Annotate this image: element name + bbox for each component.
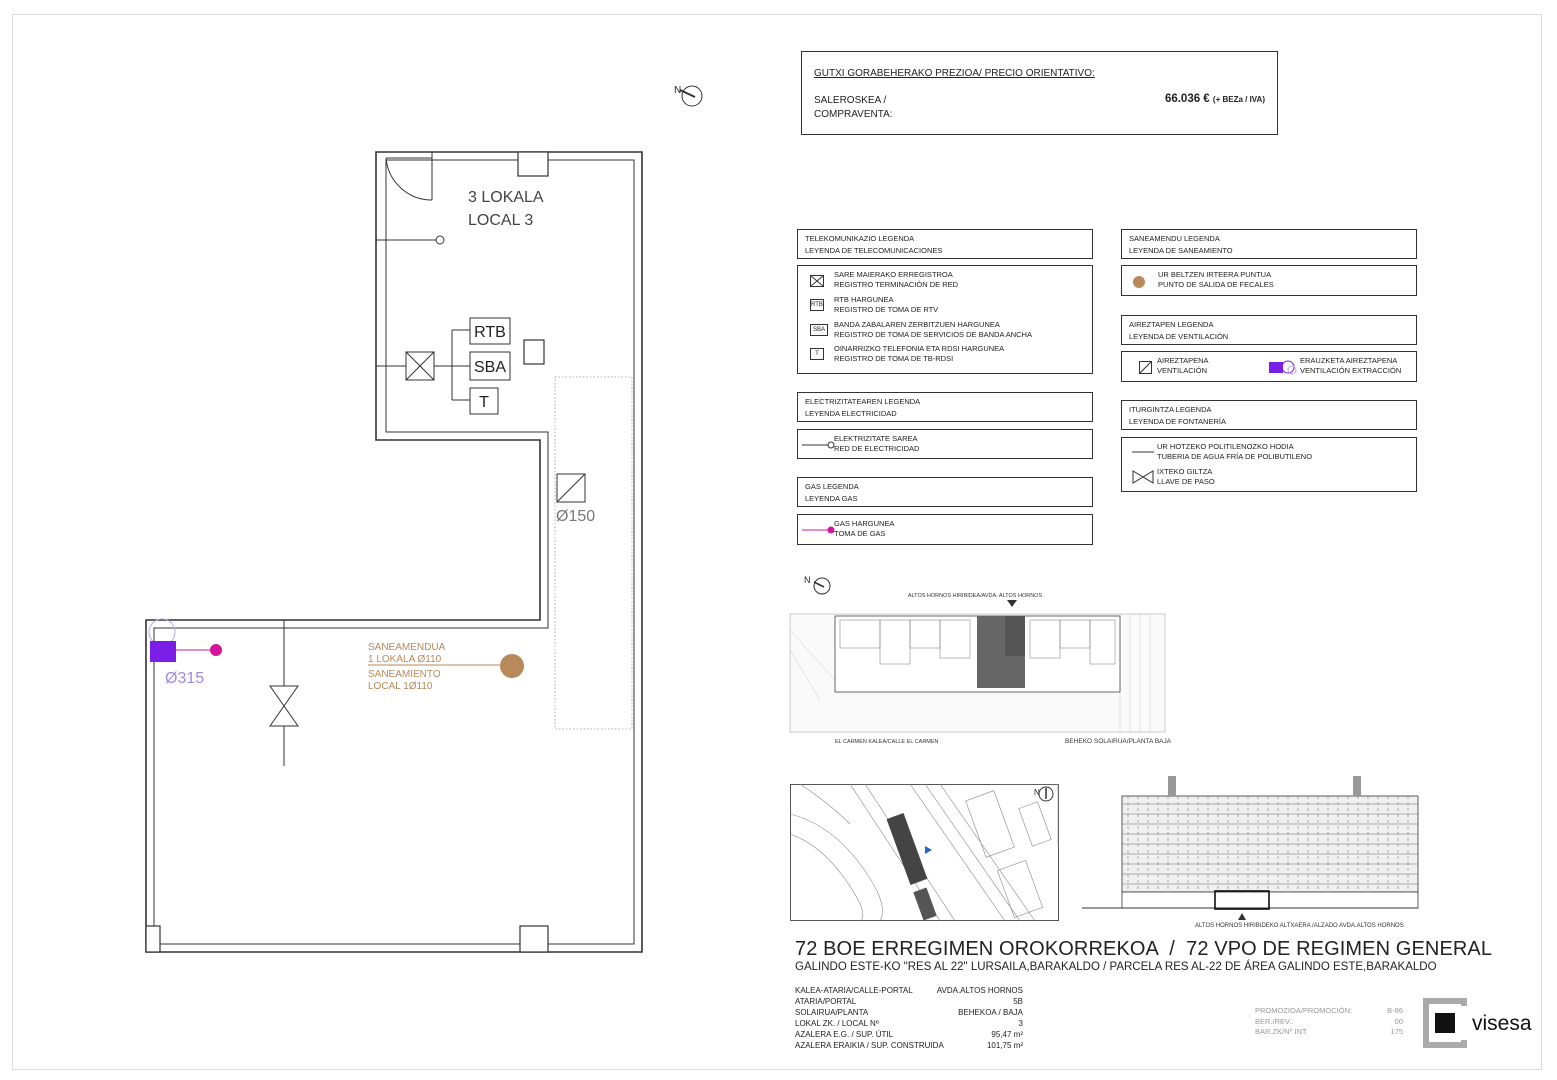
legend-item-rtb [834, 295, 1094, 315]
sanitation-h2: LEYENDA DE SANEAMIENTO [1129, 246, 1233, 255]
room-name-es: LOCAL 3 [468, 212, 534, 229]
legend-text: VENTILACIÓN [1157, 366, 1208, 375]
plumbing-h2: LEYENDA DE FONTANERÍA [1129, 417, 1226, 426]
t-label: T [479, 394, 489, 411]
legend-text: SARE MAIERAKO ERREGISTROA [834, 270, 953, 279]
sanitation-h1: SANEAMENDU LEGENDA [1129, 234, 1220, 243]
legend-text: LLAVE DE PASO [1157, 477, 1215, 486]
legend-item-sba [834, 320, 1094, 340]
info-value: BEHEKOA / BAJA [958, 1008, 1023, 1017]
info-key: ATARIA/PORTAL [795, 997, 857, 1006]
gas-legend-body [797, 514, 1093, 545]
plumbing-legend-body [1121, 437, 1417, 492]
building-elevation [1078, 774, 1423, 934]
door-icon [386, 152, 432, 200]
info-key: KALEA-ATARIA/CALLE-PORTAL [795, 986, 913, 995]
legend-text: IXTEKO GILTZA [1157, 467, 1213, 476]
valve-icon [270, 686, 298, 726]
legend-text: ELEKTRIZITATE SAREA [834, 434, 918, 443]
legend-text: REGISTRO DE TOMA DE SERVICIOS DE BANDA ANCHA [834, 330, 1032, 339]
t-icon: T [810, 348, 824, 360]
legend-text: ERAUZKETA AIREZTAPENA [1300, 356, 1398, 365]
ext-diameter: Ø315 [165, 670, 205, 687]
legend-item-network [834, 270, 1094, 290]
legend-text: REGISTRO DE TOMA DE RTV [834, 305, 939, 314]
san-label-3: SANEAMIENTO [368, 669, 441, 680]
legend-text: BANDA ZABALAREN ZERBITZUEN HARGUNEA [834, 320, 1000, 329]
legend-text: RTB HARGUNEA [834, 295, 894, 304]
sba-icon: SBA [810, 324, 828, 336]
meta-value: 175 [1390, 1027, 1403, 1036]
info-key: SOLAIRUA/PLANTA [795, 1008, 869, 1017]
ventilation-shaft [555, 377, 632, 729]
vent-diameter: Ø150 [556, 508, 596, 525]
valve-icon [1132, 470, 1154, 484]
telecom-legend-header [797, 229, 1093, 259]
price-value: 66.036 € [1164, 93, 1210, 105]
ventilation-h2: LEYENDA DE VENTILACIÓN [1129, 332, 1229, 341]
price-label-1: SALEROSKEA / [814, 95, 887, 106]
plan-walls [146, 152, 642, 952]
sanitation-legend-body [1121, 265, 1417, 296]
legend-text: RED DE ELECTRICIDAD [834, 444, 920, 453]
legend-text: PUNTO DE SALIDA DE FECALES [1158, 280, 1274, 289]
project-title: 72 BOE ERREGIMEN OROKORREKOA / 72 VPO DE REGIMEN GENERAL [795, 938, 1493, 960]
network-register-icon [810, 275, 824, 287]
legend-text: TUBERIA DE AGUA FRÍA DE POLIBUTILENO [1157, 452, 1313, 461]
ventilation-icon [1139, 361, 1153, 375]
keyplan-left-label: EL CARMEN KALEA/CALLE EL CARMEN [835, 739, 939, 745]
pillars [146, 152, 548, 952]
north-arrow-icon [814, 578, 830, 594]
gas-h1: GAS LEGENDA [805, 482, 859, 491]
meta-value: B-86 [1387, 1006, 1403, 1015]
san-label-1: SANEAMENDUA [368, 642, 446, 653]
legend-text: UR HOTZEKO POLITILENOZKO HODIA [1157, 442, 1294, 451]
gas-legend-header [797, 477, 1093, 507]
svg-text:N: N [804, 575, 811, 585]
north-arrow-icon [680, 86, 702, 106]
san-label-2: 1 LOKALA Ø110 [368, 654, 442, 665]
plumbing-legend-header [1121, 400, 1417, 430]
electric-legend-header [797, 392, 1093, 422]
info-key: LOKAL ZK. / LOCAL Nº [795, 1019, 879, 1028]
san-label-4: LOCAL 1Ø110 [368, 681, 433, 692]
extraction-vent-icon [1268, 359, 1300, 375]
price-box [801, 51, 1278, 135]
rtb-icon: RTB [810, 299, 824, 311]
electric-h2: LEYENDA ELECTRICIDAD [805, 409, 897, 418]
info-value: 5B [1013, 997, 1023, 1006]
meta-key: BER./REV.: [1255, 1016, 1294, 1026]
info-key: AZALERA E.G. / SUP. ÚTIL [795, 1030, 894, 1039]
north-label: N [674, 85, 682, 96]
telecom-h2: LEYENDA DE TELECOMUNICACIONES [805, 246, 943, 255]
key-plan [780, 570, 1180, 750]
gas-outlet-icon [210, 644, 222, 656]
legend-text: GAS HARGUNEA [834, 519, 895, 528]
project-subtitle: GALINDO ESTE-KO "RES AL 22" LURSAILA,BARAKALDO / PARCELA RES AL-22 DE ÁREA GALINDO ESTE,BARAKALDO [795, 961, 1437, 973]
telecom-legend-body [797, 265, 1093, 374]
electric-line-icon [802, 440, 836, 450]
meta-row [1255, 1017, 1403, 1026]
price-amount [1165, 93, 1265, 105]
extraction-vent-icon [149, 619, 222, 662]
electric-legend-body [797, 429, 1093, 459]
keyplan-right-label: BEHEKO SOLAIRUA/PLANTA BAJA [1065, 738, 1172, 745]
sanitation-legend-header [1121, 229, 1417, 259]
legend-text: REGISTRO DE TOMA DE TB-RDSI [834, 354, 954, 363]
legend-item-t [834, 344, 1094, 364]
legend-text: UR BELTZEN IRTEERA PUNTUA [1158, 270, 1272, 279]
rtb-label: RTB [474, 324, 506, 341]
ventilation-h1: AIREZTAPEN LEGENDA [1129, 320, 1214, 329]
legend-text: OINARRIZKO TELEFONIA ETA RDSI HARGUNEA [834, 344, 1005, 353]
legend-text: TOMA DE GAS [834, 529, 886, 538]
price-title: GUTXI GORABEHERAKO PREZIOA/ PRECIO ORIENTATIVO: [814, 68, 1095, 79]
ventilation-icon [557, 474, 585, 502]
plumbing-h1: ITURGINTZA LEGENDA [1129, 405, 1212, 414]
legend-text: AIREZTAPENA [1157, 356, 1209, 365]
price-tax: (+ BEZa / IVA) [1212, 95, 1265, 104]
water-pipe [270, 620, 298, 766]
water-pipe-icon [1132, 450, 1154, 454]
meta-key: BAR.ZK/Nº INT: [1255, 1027, 1308, 1036]
telecom-h1: TELEKOMUNIKAZIO LEGENDA [805, 234, 915, 243]
meta-value: 00 [1394, 1016, 1403, 1026]
legend-text: VENTILACIÓN EXTRACCIÓN [1300, 366, 1402, 375]
elevation-label: ALTOS HORNOS HIRIBIDEKO ALTXAERA /ALZADO AVDA.ALTOS HORNOS [1195, 923, 1404, 929]
ventilation-legend-body [1121, 351, 1417, 382]
sba-label: SBA [473, 359, 507, 376]
info-value: 101,75 m² [986, 1041, 1023, 1050]
info-key: AZALERA ERAIKIA / SUP. CONSTRUIDA [795, 1041, 944, 1050]
svg-text:N: N [1034, 788, 1040, 797]
meta-row [1255, 1006, 1403, 1015]
info-value: AVDA.ALTOS HORNOS [936, 986, 1023, 995]
ventilation-legend-header [1121, 315, 1417, 345]
info-value: 95,47 m² [991, 1030, 1023, 1039]
electric-h1: ELECTRIZITATEAREN LEGENDA [805, 397, 921, 406]
north-arrow-icon [1039, 787, 1053, 801]
visesa-logo-icon [1421, 998, 1469, 1050]
room-name-eu: 3 LOKALA [468, 189, 544, 206]
brand-name: visesa [1472, 1012, 1532, 1035]
keyplan-top-label: ALTOS HORNOS HIRIBIDEA/AVDA. ALTOS HORNOS [907, 593, 1043, 599]
legend-text: REGISTRO TERMINACIÓN DE RED [834, 280, 959, 289]
info-value: 3 [1018, 1019, 1023, 1028]
sewer-outlet-icon [1132, 275, 1146, 289]
meta-key: PROMOZIOA/PROMOCIÓN: [1255, 1006, 1353, 1015]
gas-outlet-icon [802, 525, 836, 535]
site-map [790, 784, 1060, 922]
price-label-2: COMPRAVENTA: [814, 109, 893, 120]
meta-row [1255, 1027, 1403, 1036]
gas-h2: LEYENDA GAS [805, 494, 858, 503]
